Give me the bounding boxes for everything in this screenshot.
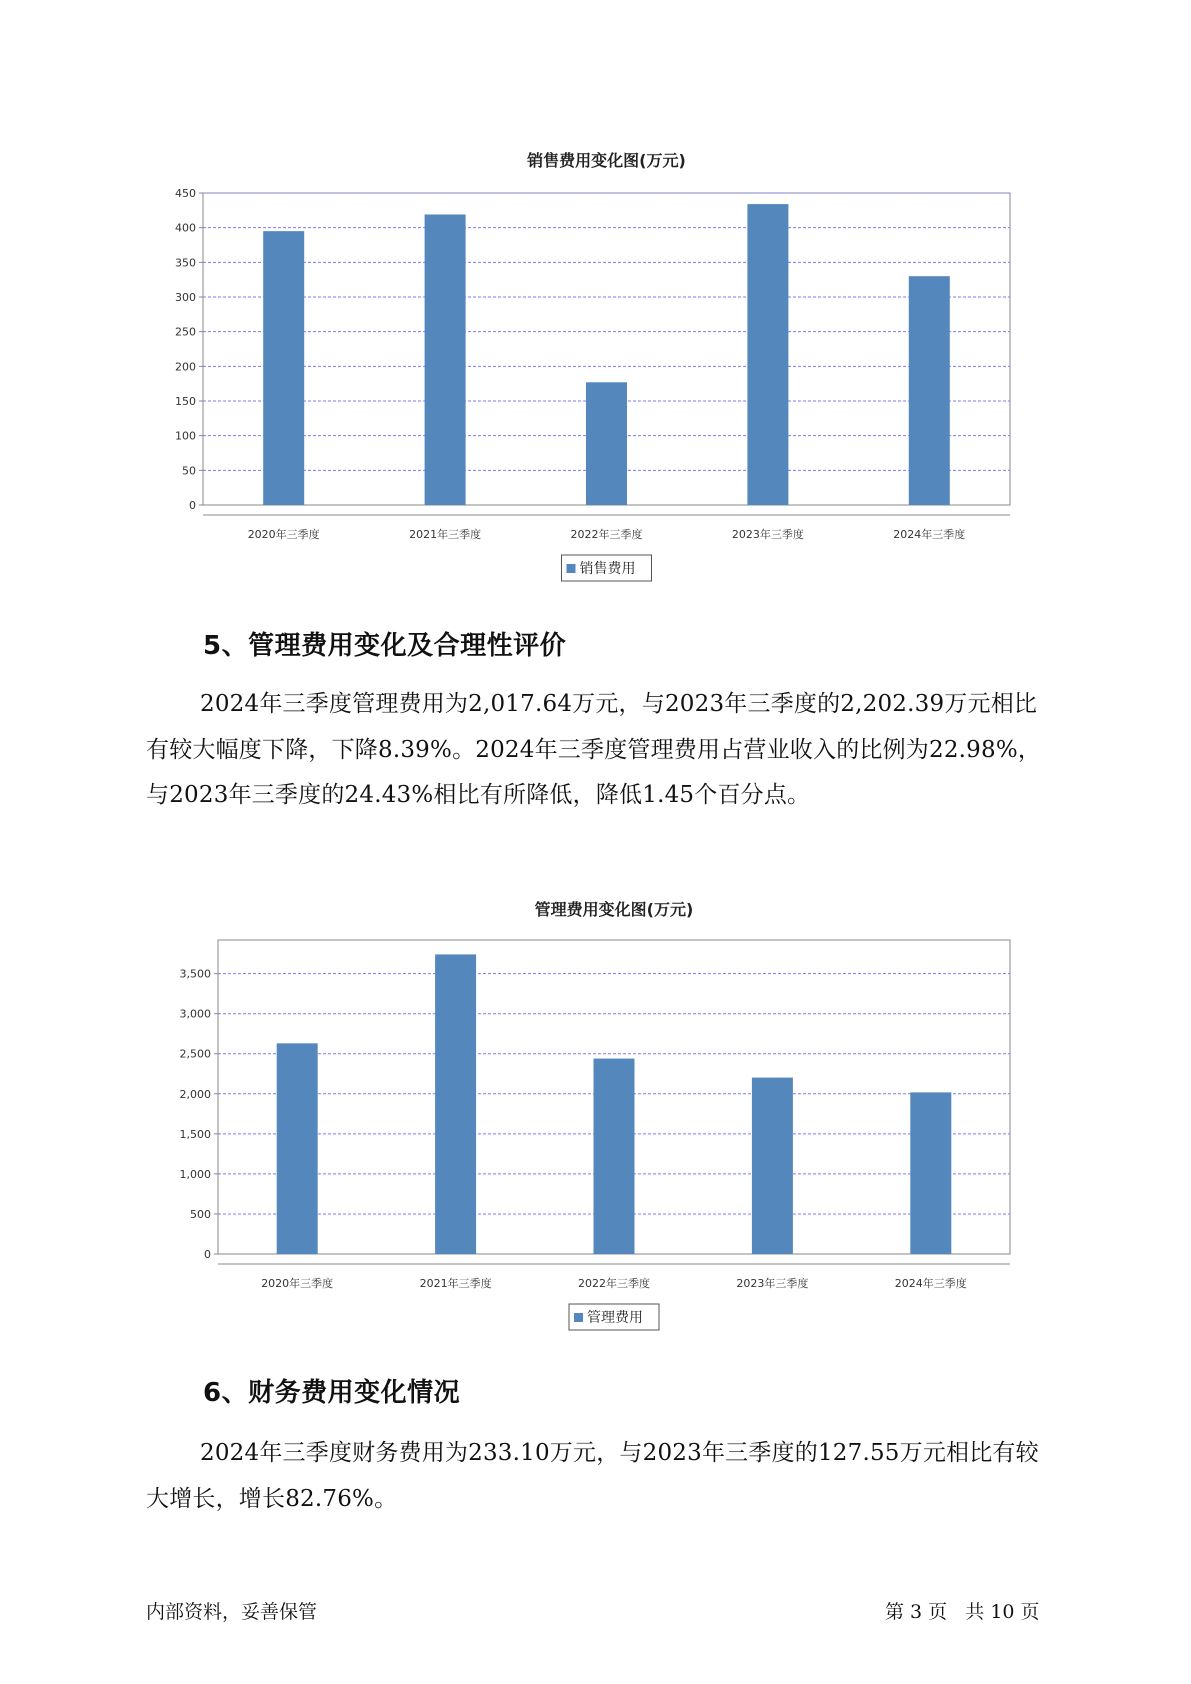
legend-label: 管理费用 <box>587 1310 643 1326</box>
bar <box>594 1059 635 1254</box>
bar <box>277 1043 318 1254</box>
y-tick-label: 1,500 <box>179 1127 211 1141</box>
x-tick-label: 2022年三季度 <box>570 528 643 541</box>
y-tick-label: 450 <box>175 187 196 200</box>
bar <box>752 1078 793 1254</box>
sales-expense-chart-svg <box>0 0 1191 600</box>
x-tick-label: 2023年三季度 <box>731 528 804 541</box>
x-tick-label: 2022年三季度 <box>578 1277 650 1290</box>
bar <box>747 204 788 505</box>
bar <box>263 231 304 505</box>
y-tick-label: 350 <box>175 256 196 270</box>
y-tick-label: 250 <box>175 325 196 339</box>
y-tick-label: 200 <box>175 360 196 374</box>
y-tick-label: 1,000 <box>179 1167 211 1181</box>
y-tick-label: 2,500 <box>179 1047 211 1061</box>
x-tick-label: 2021年三季度 <box>409 528 482 541</box>
bar <box>910 1092 951 1254</box>
x-tick-label: 2024年三季度 <box>894 1277 967 1290</box>
y-tick-label: 300 <box>175 291 196 304</box>
y-tick-label: 50 <box>182 464 196 478</box>
section5-paragraph: 2024年三季度管理费用为2,017.64万元，与2023年三季度的2,202.39万元相比有较大幅度下降，下降8.39%。2024年三季度管理费用占营业收入的比例为22.98%，与2023年三季度的24.43%相比有所降低，降低1.45个百分点。 <box>146 691 1042 808</box>
section5-heading: 5、管理费用变化及合理性评价 <box>203 631 567 661</box>
x-tick-label: 2020年三季度 <box>247 528 320 541</box>
x-tick-label: 2023年三季度 <box>736 1277 809 1290</box>
footer-confidential-note: 内部资料，妥善保管 <box>146 1601 318 1623</box>
y-tick-label: 500 <box>190 1207 211 1221</box>
y-tick-label: 0 <box>204 1248 211 1261</box>
section6-heading: 6、财务费用变化情况 <box>203 1378 461 1408</box>
y-tick-label: 150 <box>175 395 196 408</box>
sales-expense-chart <box>0 0 1191 600</box>
admin-expense-chart-svg <box>0 880 1191 1350</box>
x-tick-label: 2021年三季度 <box>419 1277 492 1290</box>
legend-label: 销售费用 <box>579 561 636 577</box>
legend-swatch <box>567 564 576 573</box>
chart-title: 销售费用变化图(万元) <box>527 151 686 170</box>
footer-page-number: 第 3 页 共 10 页 <box>885 1601 1040 1623</box>
x-tick-label: 2024年三季度 <box>893 528 966 541</box>
y-tick-label: 2,000 <box>179 1087 211 1101</box>
legend-swatch <box>574 1313 583 1322</box>
admin-expense-chart <box>0 880 1191 1350</box>
bar <box>909 276 950 505</box>
y-tick-label: 3,500 <box>179 967 211 981</box>
x-tick-label: 2020年三季度 <box>261 1277 334 1290</box>
y-tick-label: 3,000 <box>179 1007 211 1021</box>
y-tick-label: 400 <box>175 221 196 235</box>
section6-paragraph: 2024年三季度财务费用为233.10万元，与2023年三季度的127.55万元相比有较大增长，增长82.76%。 <box>146 1440 1039 1512</box>
y-tick-label: 0 <box>189 499 196 512</box>
y-tick-label: 100 <box>175 429 196 443</box>
chart-title: 管理费用变化图(万元) <box>534 900 694 919</box>
bar <box>586 382 627 505</box>
bar <box>425 214 466 505</box>
bar <box>435 954 476 1254</box>
